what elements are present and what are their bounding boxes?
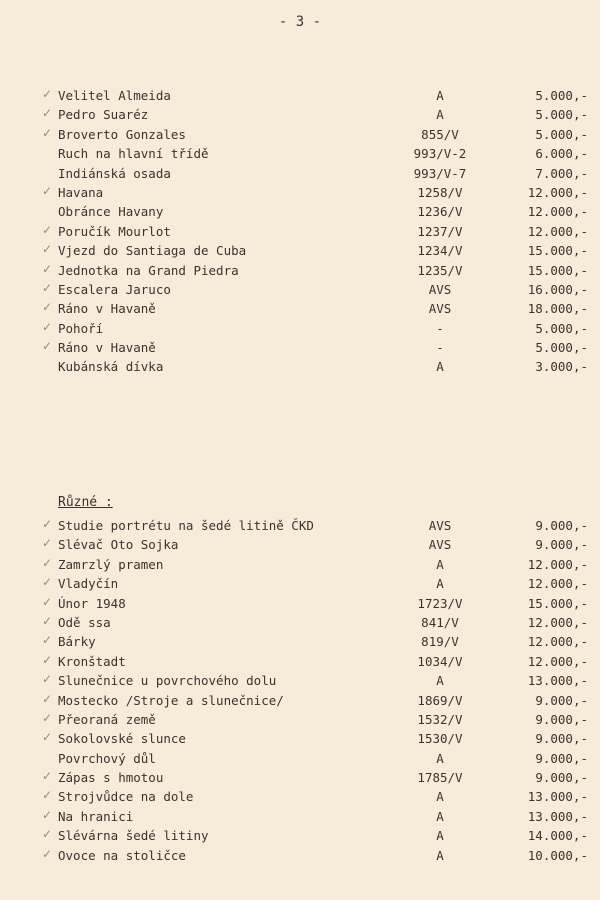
list-item bbox=[0, 787, 600, 806]
artwork-title: Indiánská osada bbox=[58, 165, 171, 181]
list-item bbox=[0, 691, 600, 710]
inventory-code: A bbox=[436, 576, 444, 592]
check-mark-icon: ✓ bbox=[42, 846, 53, 861]
inventory-code: 1237/V bbox=[417, 223, 463, 239]
list-item bbox=[0, 768, 600, 787]
inventory-code: A bbox=[436, 556, 444, 572]
inventory-code: AVS bbox=[428, 281, 452, 297]
inventory-code: 1869/V bbox=[417, 692, 463, 708]
inventory-code: A bbox=[436, 107, 444, 123]
inventory-code: A bbox=[436, 847, 444, 863]
artwork-title: Slunečnice u povrchového dolu bbox=[58, 673, 277, 689]
price: 14.000,- bbox=[527, 828, 588, 844]
check-mark-icon: ✓ bbox=[42, 555, 53, 570]
list-item bbox=[0, 222, 600, 241]
check-mark-icon: ✓ bbox=[42, 242, 53, 257]
page-number: - 3 - bbox=[278, 14, 322, 30]
check-mark-icon: ✓ bbox=[42, 339, 53, 354]
artwork-title: Ráno v Havaně bbox=[58, 340, 156, 356]
list-item bbox=[0, 807, 600, 826]
list-item bbox=[0, 86, 600, 105]
price: 5.000,- bbox=[535, 126, 588, 142]
inventory-code: 1258/V bbox=[417, 184, 463, 200]
artwork-title: Pedro Suaréz bbox=[58, 107, 149, 123]
artwork-title: Mostecko /Stroje a slunečnice/ bbox=[58, 692, 284, 708]
list-item bbox=[0, 574, 600, 593]
check-mark-icon: ✓ bbox=[42, 730, 53, 745]
list-item bbox=[0, 749, 600, 768]
price: 9.000,- bbox=[535, 770, 588, 786]
section-heading: Různé : bbox=[58, 495, 113, 510]
check-mark-icon: ✓ bbox=[42, 652, 53, 667]
inventory-code: 819/V bbox=[421, 634, 459, 650]
price: 13.000,- bbox=[527, 789, 588, 805]
check-mark-icon: ✓ bbox=[42, 517, 53, 531]
artwork-title: Bárky bbox=[58, 634, 96, 650]
price: 7.000,- bbox=[535, 165, 588, 181]
list-item bbox=[0, 299, 600, 318]
price: 9.000,- bbox=[535, 750, 588, 766]
inventory-code: 855/V bbox=[421, 126, 459, 142]
artwork-title: Ruch na hlavní třídě bbox=[58, 146, 209, 162]
artwork-title: Sokolovské slunce bbox=[58, 731, 186, 747]
list-item bbox=[0, 846, 600, 865]
price: 5.000,- bbox=[535, 107, 588, 123]
inventory-code: 841/V bbox=[421, 614, 459, 630]
check-mark-icon: ✓ bbox=[42, 575, 53, 590]
check-mark-icon: ✓ bbox=[42, 106, 53, 121]
price: 9.000,- bbox=[535, 692, 588, 708]
artwork-title: Poručík Mourlot bbox=[58, 223, 171, 239]
check-mark-icon: ✓ bbox=[42, 769, 53, 784]
inventory-code: 1530/V bbox=[417, 731, 463, 747]
price: 13.000,- bbox=[527, 673, 588, 689]
price: 15.000,- bbox=[527, 243, 588, 259]
inventory-code: A bbox=[436, 359, 444, 375]
price: 9.000,- bbox=[535, 711, 588, 727]
inventory-code: AVS bbox=[428, 518, 452, 533]
price: 15.000,- bbox=[527, 262, 588, 278]
artwork-title: Havana bbox=[58, 184, 104, 200]
check-mark-icon: ✓ bbox=[42, 125, 53, 140]
inventory-code: A bbox=[436, 789, 444, 805]
artwork-title: Povrchový důl bbox=[58, 750, 156, 766]
price: 9.000,- bbox=[535, 731, 588, 747]
check-mark-icon: ✓ bbox=[42, 827, 53, 842]
artwork-title: Zamrzlý pramen bbox=[58, 556, 164, 572]
inventory-code: 1034/V bbox=[417, 653, 463, 669]
check-mark-icon: ✓ bbox=[42, 807, 53, 822]
artwork-title: Slévač Oto Sojka bbox=[58, 537, 179, 553]
price: 9.000,- bbox=[535, 518, 588, 533]
inventory-code: A bbox=[436, 828, 444, 844]
artwork-title: Ráno v Havaně bbox=[58, 301, 156, 317]
artwork-title: Pohoří bbox=[58, 320, 104, 336]
check-mark-icon: ✓ bbox=[42, 672, 53, 687]
artwork-title: Přeoraná země bbox=[58, 711, 156, 727]
artwork-title: Vjezd do Santiaga de Cuba bbox=[58, 243, 247, 259]
check-mark-icon: ✓ bbox=[42, 613, 53, 628]
price: 12.000,- bbox=[527, 614, 588, 630]
artwork-title: Strojvůdce na dole bbox=[58, 789, 194, 805]
price: 12.000,- bbox=[527, 576, 588, 592]
price: 12.000,- bbox=[527, 223, 588, 239]
inventory-code: 1532/V bbox=[417, 711, 463, 727]
check-mark-icon: ✓ bbox=[42, 691, 53, 706]
check-mark-icon: ✓ bbox=[42, 87, 53, 101]
list-item bbox=[0, 125, 600, 144]
check-mark-icon: ✓ bbox=[42, 183, 53, 198]
artwork-title: Jednotka na Grand Piedra bbox=[58, 262, 239, 278]
list-item bbox=[0, 338, 600, 357]
price: 12.000,- bbox=[527, 653, 588, 669]
check-mark-icon: ✓ bbox=[42, 710, 53, 725]
check-mark-icon: ✓ bbox=[42, 222, 53, 237]
check-mark-icon: ✓ bbox=[42, 536, 53, 551]
artwork-title: Escalera Jaruco bbox=[58, 281, 171, 297]
price: 5.000,- bbox=[535, 88, 588, 103]
list-item bbox=[0, 261, 600, 280]
artwork-title: Únor 1948 bbox=[58, 595, 126, 611]
list-item bbox=[0, 613, 600, 632]
artwork-title: Kubánská dívka bbox=[58, 359, 164, 375]
inventory-code: 1236/V bbox=[417, 204, 463, 220]
inventory-code: A bbox=[436, 673, 444, 689]
inventory-code: AVS bbox=[428, 301, 452, 317]
list-item bbox=[0, 183, 600, 202]
inventory-code: 1235/V bbox=[417, 262, 463, 278]
artwork-title: Odě ssa bbox=[58, 614, 111, 630]
price: 3.000,- bbox=[535, 359, 588, 375]
list-item bbox=[0, 516, 600, 535]
list-item bbox=[0, 594, 600, 613]
inventory-code: - bbox=[436, 320, 444, 336]
list-item bbox=[0, 357, 600, 376]
artwork-list-2 bbox=[0, 516, 600, 865]
inventory-code: A bbox=[436, 750, 444, 766]
artwork-title: Slévárna šedé litiny bbox=[58, 828, 209, 844]
artwork-title: Broverto Gonzales bbox=[58, 126, 186, 142]
price: 16.000,- bbox=[527, 281, 588, 297]
artwork-title: Vladyčín bbox=[58, 576, 119, 592]
list-item bbox=[0, 555, 600, 574]
list-item bbox=[0, 280, 600, 299]
check-mark-icon: ✓ bbox=[42, 300, 53, 315]
inventory-code: 993/V-2 bbox=[413, 146, 467, 162]
artwork-title: Zápas s hmotou bbox=[58, 770, 164, 786]
inventory-code: 1234/V bbox=[417, 243, 463, 259]
price: 12.000,- bbox=[527, 204, 588, 220]
check-mark-icon: ✓ bbox=[42, 788, 53, 803]
price: 13.000,- bbox=[527, 808, 588, 824]
list-item bbox=[0, 535, 600, 554]
price: 12.000,- bbox=[527, 634, 588, 650]
inventory-code: - bbox=[436, 340, 444, 356]
list-item bbox=[0, 826, 600, 845]
inventory-code: 1723/V bbox=[417, 595, 463, 611]
list-item bbox=[0, 241, 600, 260]
list-item bbox=[0, 632, 600, 651]
artwork-title: Velitel Almeida bbox=[58, 88, 171, 103]
price: 12.000,- bbox=[527, 556, 588, 572]
artwork-list-1 bbox=[0, 86, 600, 377]
price: 18.000,- bbox=[527, 301, 588, 317]
price: 9.000,- bbox=[535, 537, 588, 553]
artwork-title: Kronštadt bbox=[58, 653, 126, 669]
check-mark-icon: ✓ bbox=[42, 319, 53, 334]
artwork-title: Obránce Havany bbox=[58, 204, 164, 220]
price: 15.000,- bbox=[527, 595, 588, 611]
list-item bbox=[0, 164, 600, 183]
price: 6.000,- bbox=[535, 146, 588, 162]
inventory-code: AVS bbox=[428, 537, 452, 553]
price: 5.000,- bbox=[535, 320, 588, 336]
inventory-code: A bbox=[436, 88, 444, 103]
artwork-title: Ovoce na stoličce bbox=[58, 847, 186, 863]
check-mark-icon: ✓ bbox=[42, 594, 53, 609]
price: 10.000,- bbox=[527, 847, 588, 863]
list-item bbox=[0, 144, 600, 163]
inventory-code: 993/V-7 bbox=[413, 165, 467, 181]
artwork-title: Studie portrétu na šedé litině ČKD bbox=[58, 518, 314, 533]
price: 12.000,- bbox=[527, 184, 588, 200]
inventory-code: 1785/V bbox=[417, 770, 463, 786]
list-item bbox=[0, 710, 600, 729]
list-item bbox=[0, 671, 600, 690]
inventory-code: A bbox=[436, 808, 444, 824]
list-item bbox=[0, 105, 600, 124]
list-item bbox=[0, 319, 600, 338]
price: 5.000,- bbox=[535, 340, 588, 356]
list-item bbox=[0, 729, 600, 748]
check-mark-icon: ✓ bbox=[42, 280, 53, 295]
check-mark-icon: ✓ bbox=[42, 261, 53, 276]
check-mark-icon: ✓ bbox=[42, 633, 53, 648]
list-item bbox=[0, 202, 600, 221]
list-item bbox=[0, 652, 600, 671]
artwork-title: Na hranici bbox=[58, 808, 134, 824]
